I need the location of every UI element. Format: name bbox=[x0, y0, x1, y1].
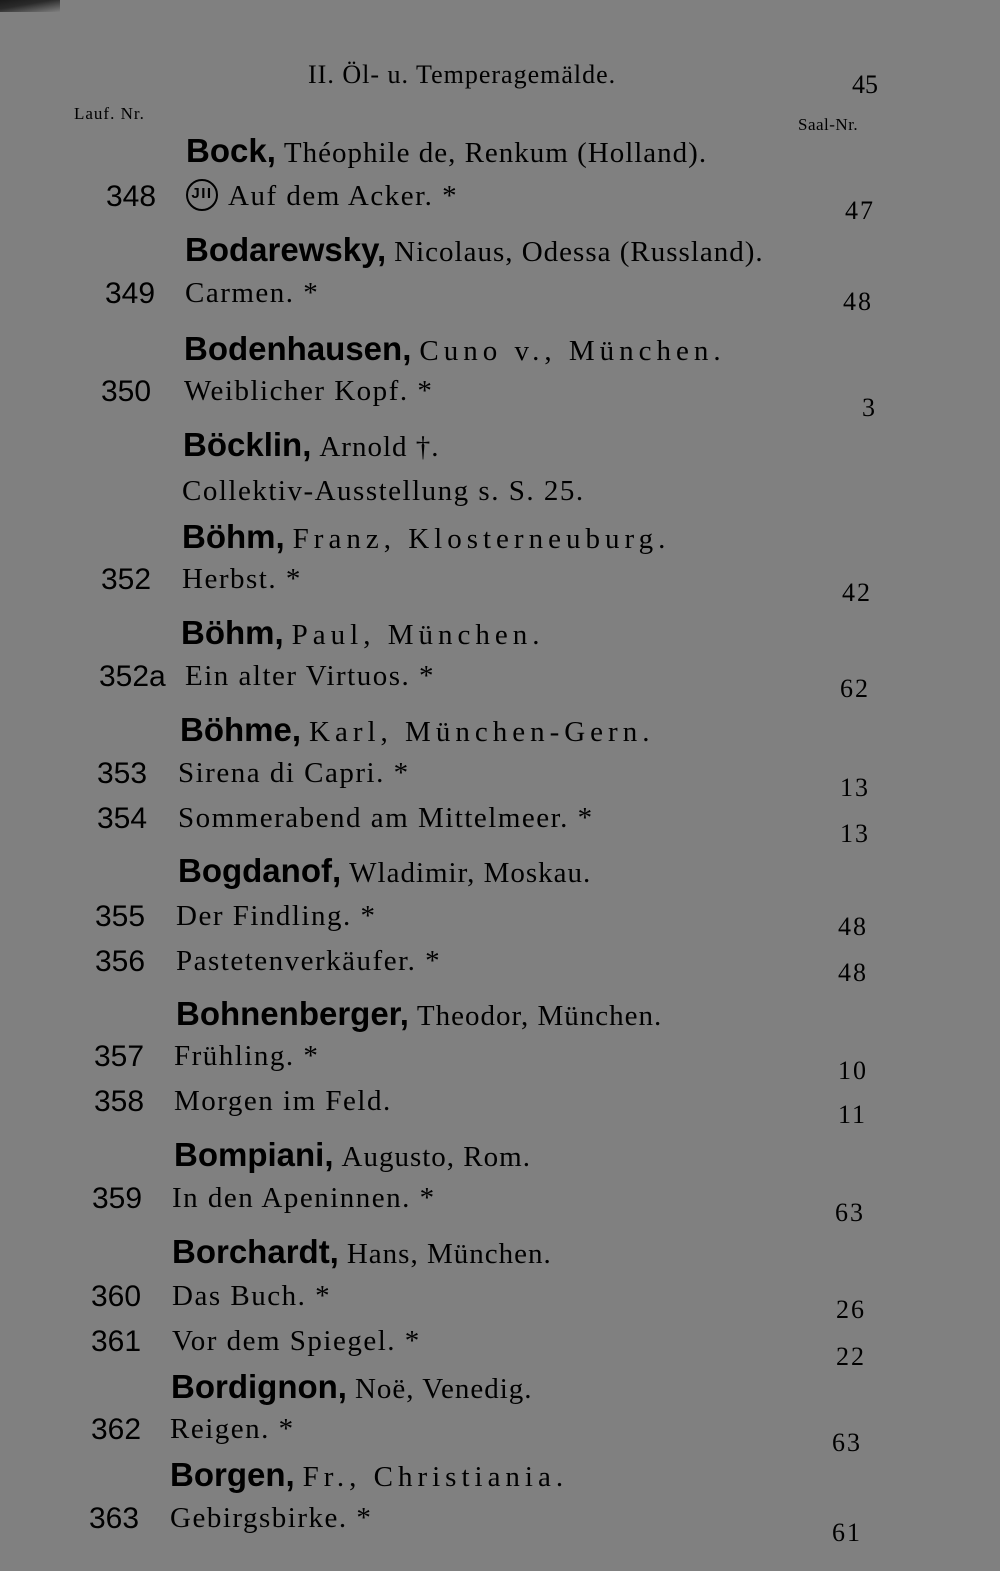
room-number: 10 bbox=[838, 1056, 868, 1085]
artist-name: Böhm, bbox=[182, 518, 285, 555]
entry-number: 352 bbox=[101, 563, 152, 596]
right-column-label: Saal-Nr. bbox=[798, 115, 859, 134]
room-number: 48 bbox=[838, 958, 868, 987]
entry-title-row bbox=[186, 180, 458, 214]
circled-badge-icon: JII bbox=[186, 179, 218, 211]
entry-number: 362 bbox=[91, 1413, 142, 1446]
room-number: 47 bbox=[845, 196, 875, 225]
artist-heading bbox=[180, 711, 654, 749]
room-number: 42 bbox=[842, 578, 872, 607]
artist-name: Böcklin, bbox=[183, 426, 312, 463]
entry-title: Herbst. * bbox=[182, 563, 302, 595]
artist-details: Franz, Klosterneuburg. bbox=[292, 523, 671, 555]
room-number: 48 bbox=[838, 912, 868, 941]
page-number: 45 bbox=[852, 70, 878, 99]
artist-heading bbox=[178, 852, 591, 890]
entry-title: Reigen. * bbox=[170, 1413, 295, 1445]
artist-details: Wladimir, Moskau. bbox=[349, 857, 592, 889]
entry-number: 361 bbox=[91, 1325, 142, 1358]
entry-title: In den Apeninnen. * bbox=[172, 1182, 436, 1214]
entry-title: Auf dem Acker. * bbox=[228, 180, 459, 212]
artist-heading bbox=[170, 1456, 568, 1494]
artist-details: Nicolaus, Odessa (Russland). bbox=[394, 236, 764, 268]
entry-number: 359 bbox=[92, 1182, 143, 1215]
entry-title: Sirena di Capri. * bbox=[178, 757, 410, 789]
artist-heading bbox=[171, 1368, 533, 1406]
artist-heading bbox=[186, 132, 707, 170]
artist-name: Borchardt, bbox=[172, 1233, 339, 1270]
artist-details: Hans, München. bbox=[346, 1238, 552, 1270]
artist-name: Bompiani, bbox=[174, 1136, 334, 1173]
artist-name: Böhme, bbox=[180, 711, 302, 748]
artist-details: Karl, München-Gern. bbox=[309, 716, 655, 748]
room-number: 13 bbox=[840, 773, 870, 802]
artist-details: Augusto, Rom. bbox=[341, 1141, 531, 1173]
artist-heading bbox=[181, 614, 545, 652]
entry-number: 349 bbox=[105, 277, 156, 310]
artist-details: Théophile de, Renkum (Holland). bbox=[283, 137, 708, 169]
collective-exhibition-note: Collektiv-Ausstellung s. S. 25. bbox=[182, 475, 585, 507]
artist-heading bbox=[176, 995, 662, 1033]
room-number: 11 bbox=[838, 1100, 868, 1129]
artist-details: Arnold †. bbox=[319, 431, 440, 463]
artist-details: Cuno v., München. bbox=[419, 335, 726, 367]
artist-heading bbox=[182, 518, 670, 556]
artist-details: Noë, Venedig. bbox=[354, 1373, 533, 1405]
entry-title: Ein alter Virtuos. * bbox=[185, 660, 436, 692]
entry-number: 363 bbox=[89, 1502, 140, 1535]
entry-number: 360 bbox=[91, 1280, 142, 1313]
artist-details: Fr., Christiania. bbox=[302, 1461, 569, 1493]
entry-title: Vor dem Spiegel. * bbox=[172, 1325, 421, 1357]
entry-number: 353 bbox=[97, 757, 148, 790]
scan-corner-shadow bbox=[0, 0, 60, 12]
room-number: 63 bbox=[832, 1428, 862, 1457]
entry-title: Frühling. * bbox=[174, 1040, 320, 1072]
entry-number: 354 bbox=[97, 802, 148, 835]
entry-title: Pastetenverkäufer. * bbox=[176, 945, 442, 977]
room-number: 48 bbox=[843, 287, 873, 316]
entry-title: Morgen im Feld. bbox=[174, 1085, 392, 1117]
entry-title: Das Buch. * bbox=[172, 1280, 332, 1312]
section-header-title: II. Öl- u. Temperagemälde. bbox=[308, 60, 617, 89]
entry-title: Sommerabend am Mittelmeer. * bbox=[178, 802, 594, 834]
entry-number: 358 bbox=[94, 1085, 145, 1118]
room-number: 61 bbox=[832, 1518, 862, 1547]
artist-heading bbox=[183, 426, 440, 464]
entry-title: Gebirgsbirke. * bbox=[170, 1502, 373, 1534]
artist-heading bbox=[174, 1136, 531, 1174]
left-column-label: Lauf. Nr. bbox=[74, 104, 145, 123]
artist-name: Böhm, bbox=[181, 614, 284, 651]
entry-number: 348 bbox=[106, 180, 157, 213]
entry-title: Carmen. * bbox=[185, 277, 320, 309]
entry-number: 350 bbox=[101, 375, 152, 408]
room-number: 26 bbox=[836, 1295, 866, 1324]
entry-title: Weiblicher Kopf. * bbox=[184, 375, 434, 407]
artist-name: Bock, bbox=[186, 132, 276, 169]
room-number: 13 bbox=[840, 819, 870, 848]
entry-number: 352a bbox=[99, 660, 166, 693]
artist-name: Bordignon, bbox=[171, 1368, 347, 1405]
artist-heading bbox=[172, 1233, 552, 1271]
artist-name: Bogdanof, bbox=[178, 852, 342, 889]
artist-name: Bodarewsky, bbox=[185, 231, 387, 268]
artist-details: Theodor, München. bbox=[416, 1000, 663, 1032]
room-number: 63 bbox=[835, 1198, 865, 1227]
room-number: 3 bbox=[862, 393, 877, 422]
artist-name: Bodenhausen, bbox=[184, 330, 412, 367]
artist-name: Borgen, bbox=[170, 1456, 295, 1493]
entry-number: 357 bbox=[94, 1040, 145, 1073]
artist-details: Paul, München. bbox=[291, 619, 545, 651]
entry-number: 355 bbox=[95, 900, 146, 933]
artist-heading bbox=[184, 330, 726, 368]
room-number: 62 bbox=[840, 674, 870, 703]
entry-title: Der Findling. * bbox=[176, 900, 377, 932]
entry-number: 356 bbox=[95, 945, 146, 978]
artist-name: Bohnenberger, bbox=[176, 995, 409, 1032]
room-number: 22 bbox=[836, 1342, 866, 1371]
artist-heading bbox=[185, 231, 764, 269]
